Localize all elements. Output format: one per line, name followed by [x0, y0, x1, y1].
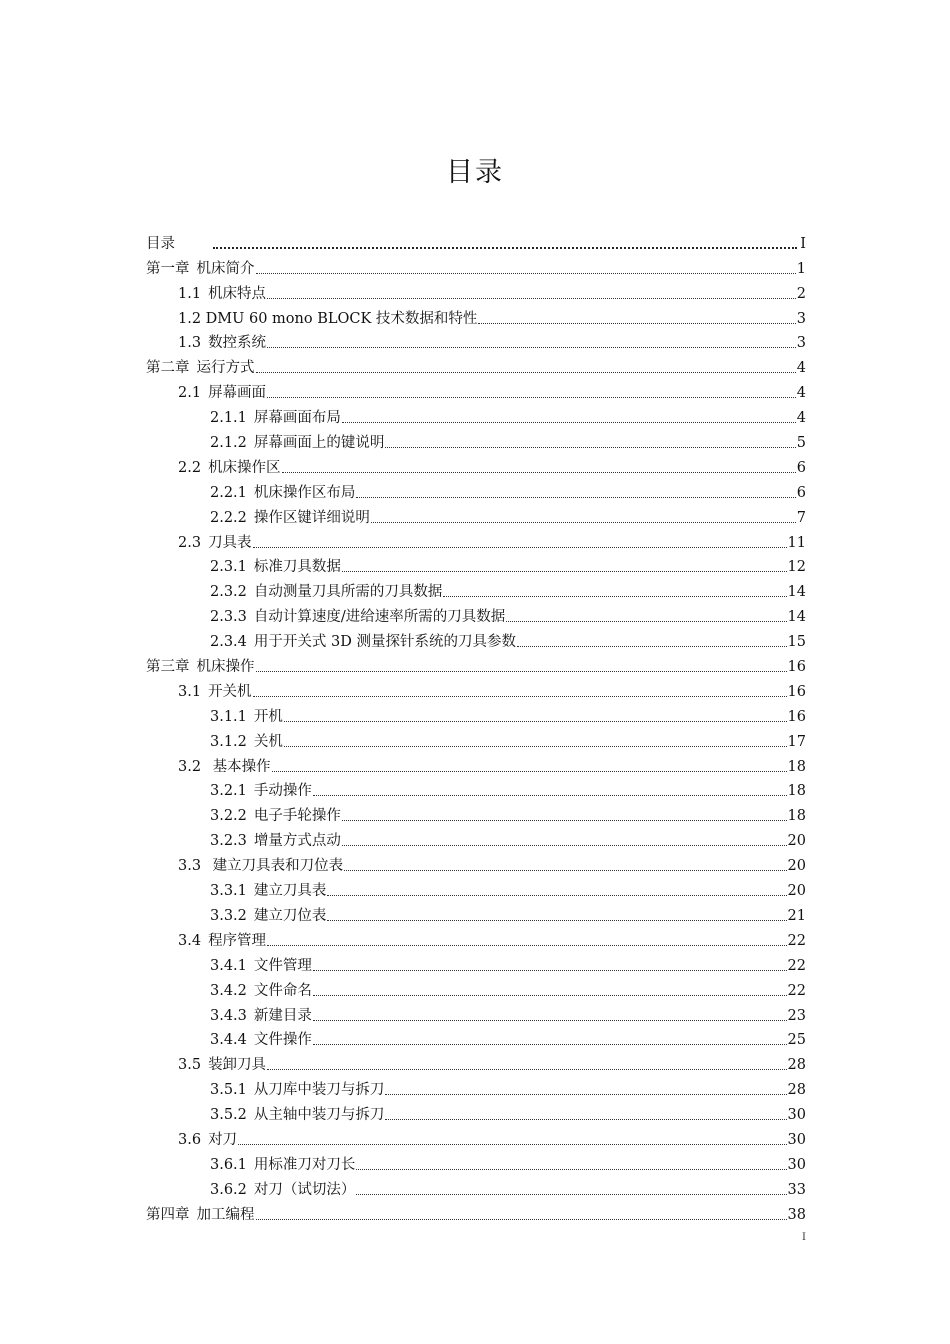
toc-entry-number: 3.2.3 [210, 833, 247, 850]
toc-entry-number: 3.3.2 [210, 907, 247, 924]
toc-entry-title: 对刀 [208, 1131, 238, 1148]
toc-entry-title: 新建目录 [253, 1007, 312, 1024]
toc-leader-dots [256, 273, 796, 274]
toc-entry-label [178, 310, 477, 328]
toc-entry-page: 22 [787, 982, 806, 999]
toc-leader-dots [478, 323, 795, 324]
toc-entry-title: 开关机 [208, 683, 252, 700]
toc-entry-label [210, 1156, 355, 1174]
toc-leader-dots [344, 870, 786, 871]
toc-entry-page: 21 [787, 907, 806, 924]
toc-entry-number: 2.3.4 [210, 634, 247, 651]
toc-leader-dots [356, 497, 795, 498]
toc-leader-dots [385, 447, 795, 448]
toc-leader-dots [284, 746, 787, 747]
toc-entry-label [210, 1181, 355, 1199]
toc-entry-label [210, 708, 283, 726]
toc-entry-title: 文件操作 [253, 1032, 312, 1049]
toc-entry-title: 增量方式点动 [253, 833, 341, 850]
toc-leader-dots [313, 995, 787, 996]
toc-entry-page: 11 [787, 534, 806, 551]
toc-entry-page: 20 [787, 858, 806, 875]
toc-entry[interactable] [146, 626, 806, 651]
toc-entry[interactable] [146, 850, 806, 875]
toc-entry-number: 3.1.2 [210, 733, 247, 750]
toc-leader-dots [282, 472, 796, 473]
toc-entry-page: 38 [787, 1206, 806, 1223]
toc-entry-title: 机床特点 [208, 285, 267, 302]
toc-entry[interactable] [146, 502, 806, 527]
toc-entry[interactable] [146, 552, 806, 577]
toc-leader-dots [267, 298, 796, 299]
toc-leader-dots [342, 571, 787, 572]
toc-leader-dots [356, 1194, 786, 1195]
toc-entry[interactable] [146, 1049, 806, 1074]
toc-entry-label [210, 509, 370, 527]
toc-entry-label [146, 1206, 255, 1224]
toc-entry-number: 3.6.1 [210, 1156, 247, 1173]
toc-entry[interactable] [146, 576, 806, 601]
toc-leader-dots [385, 1094, 786, 1095]
toc-entry-title: 加工编程 [196, 1206, 255, 1223]
toc-entry[interactable] [146, 228, 806, 253]
toc-leader-dots [327, 895, 786, 896]
toc-entry-number: 3.2.2 [210, 808, 247, 825]
toc-entry[interactable] [146, 1000, 806, 1025]
toc-entry[interactable] [146, 726, 806, 751]
toc-entry[interactable] [146, 1025, 806, 1050]
toc-entry-page: 2 [796, 285, 806, 302]
toc-leader-dots [256, 1219, 787, 1220]
toc-entry-title: 机床操作区 [208, 459, 281, 476]
toc-entry-title: 数控系统 [208, 335, 267, 352]
toc-leader-dots [267, 347, 796, 348]
toc-entry-page: 6 [796, 484, 806, 501]
toc-entry[interactable] [146, 427, 806, 452]
toc-entry-number: 3.2 [178, 758, 202, 775]
toc-entry-label [178, 334, 266, 352]
toc-entry-page: 17 [787, 733, 806, 750]
toc-leader-dots [443, 596, 786, 597]
toc-entry-label [146, 235, 175, 253]
toc-entry-label [178, 534, 252, 552]
toc-entry-page: 28 [787, 1082, 806, 1099]
toc-entry-number: 3.5.1 [210, 1082, 247, 1099]
toc-leader-dots [267, 1069, 786, 1070]
toc-entry-page: 22 [787, 957, 806, 974]
toc-entry-page: 14 [787, 584, 806, 601]
toc-leader-dots [253, 696, 787, 697]
toc-leader-dots [356, 1169, 786, 1170]
toc-entry[interactable] [146, 676, 806, 701]
toc-entry-label [210, 583, 442, 601]
toc-entry[interactable] [146, 477, 806, 502]
toc-entry-page: 4 [796, 385, 806, 402]
toc-entry-title: 手动操作 [253, 783, 312, 800]
toc-entry-number: 3.5.2 [210, 1107, 247, 1124]
toc-entry-number: 2.3.2 [210, 584, 247, 601]
toc-entry-title: 装卸刀具 [208, 1057, 267, 1074]
toc-entry-number: 第四章 [146, 1206, 190, 1223]
toc-entry-number: 2.3 [178, 534, 202, 551]
toc-entry-label [146, 260, 255, 278]
toc-entry-title: 电子手轮操作 [253, 808, 341, 825]
toc-entry-number: 3.4.1 [210, 957, 247, 974]
toc-entry-label [210, 832, 341, 850]
toc-leader-dots [327, 920, 786, 921]
toc-leader-dots [342, 820, 787, 821]
toc-entry[interactable] [146, 278, 806, 303]
toc-entry-page: 16 [787, 708, 806, 725]
toc-entry[interactable] [146, 377, 806, 402]
toc-entry-number: 2.2 [178, 459, 202, 476]
toc-leader-dots [313, 1020, 787, 1021]
toc-entry-title: 运行方式 [196, 360, 255, 377]
toc-entry[interactable] [146, 975, 806, 1000]
toc-entry[interactable] [146, 776, 806, 801]
toc-entry[interactable] [146, 825, 806, 850]
toc-entry-number: 3.4.4 [210, 1032, 247, 1049]
toc-leader-dots [313, 970, 787, 971]
toc-entry-page: 3 [796, 310, 806, 327]
toc-entry-page: 12 [787, 559, 806, 576]
toc-entry-title: 机床简介 [196, 260, 255, 277]
toc-entry[interactable] [146, 452, 806, 477]
toc-leader-dots [253, 547, 787, 548]
toc-leader-dots [342, 845, 787, 846]
toc-entry-label [210, 1106, 384, 1124]
toc-entry-label [178, 683, 252, 701]
toc-entry[interactable] [146, 601, 806, 626]
page-title: 目录 [446, 157, 504, 188]
toc-entry-title: 用标准刀对刀长 [253, 1156, 356, 1173]
page-number: I [802, 1232, 806, 1243]
toc-entry[interactable] [146, 900, 806, 925]
toc-entry-label [178, 1131, 237, 1149]
toc-leader-dots [385, 1119, 786, 1120]
toc-entry-label [178, 1056, 266, 1074]
toc-entry[interactable] [146, 701, 806, 726]
toc-entry-title: 刀具表 [208, 534, 252, 551]
toc-entry[interactable] [146, 1199, 806, 1224]
toc-entry-title: 目录 [146, 235, 175, 252]
toc-entry-label [210, 907, 326, 925]
toc-entry[interactable] [146, 1174, 806, 1199]
toc-entry-page: 28 [787, 1057, 806, 1074]
toc-entry-label [210, 409, 341, 427]
toc-entry-page: 6 [796, 459, 806, 476]
toc-leader-dots [267, 945, 786, 946]
toc-entry-label [178, 285, 266, 303]
toc-leader-dots [342, 422, 796, 423]
toc-entry-label [210, 957, 312, 975]
toc-entry-label [178, 384, 266, 402]
toc-entry[interactable] [146, 1124, 806, 1149]
toc-entry-page: 14 [787, 609, 806, 626]
toc-entry-label [210, 782, 312, 800]
table-of-contents [146, 228, 806, 1224]
toc-entry-page: 18 [787, 783, 806, 800]
toc-leader-dots [213, 247, 797, 249]
toc-entry-title: 屏幕画面 [208, 385, 267, 402]
toc-entry-page: 20 [787, 883, 806, 900]
toc-entry-page: 23 [787, 1007, 806, 1024]
toc-leader-dots [284, 721, 787, 722]
toc-entry-number: 3.4.3 [210, 1007, 247, 1024]
toc-entry-label [178, 857, 343, 875]
toc-entry-number: 1.1 [178, 285, 202, 302]
toc-leader-dots [256, 671, 787, 672]
toc-entry[interactable] [146, 875, 806, 900]
toc-entry-title: 标准刀具数据 [253, 559, 341, 576]
toc-entry-number: 2.3.1 [210, 559, 247, 576]
toc-entry-number: 3.4.2 [210, 982, 247, 999]
toc-entry-label [210, 1007, 312, 1025]
toc-entry-label [178, 758, 271, 776]
toc-entry-number: 3.1 [178, 683, 202, 700]
toc-entry-title: 开机 [253, 708, 283, 725]
toc-entry-number: 2.2.1 [210, 484, 247, 501]
toc-leader-dots [313, 1044, 787, 1045]
toc-entry-number: 第一章 [146, 260, 190, 277]
toc-entry-page: 7 [796, 509, 806, 526]
toc-entry[interactable] [146, 1074, 806, 1099]
toc-entry-page: 16 [787, 683, 806, 700]
toc-entry-number: 3.6.2 [210, 1181, 247, 1198]
toc-entry-title: 屏幕画面布局 [253, 410, 341, 427]
toc-entry-page: 20 [787, 833, 806, 850]
toc-entry-label [146, 658, 255, 676]
toc-entry[interactable] [146, 651, 806, 676]
toc-leader-dots [371, 522, 796, 523]
toc-entry-page: 25 [787, 1032, 806, 1049]
toc-leader-dots [506, 621, 786, 622]
toc-entry-label [210, 558, 341, 576]
toc-entry-number: 2.1.1 [210, 410, 247, 427]
toc-entry[interactable] [146, 925, 806, 950]
toc-entry-number: 3.1.1 [210, 708, 247, 725]
toc-entry-page: 15 [787, 634, 806, 651]
toc-entry-title: DMU 60 mono BLOCK 技术数据和特性 [205, 310, 478, 327]
toc-entry-title: 从主轴中装刀与拆刀 [253, 1107, 385, 1124]
toc-entry-label [210, 807, 341, 825]
toc-entry-number: 1.3 [178, 335, 202, 352]
toc-entry-page: 5 [796, 435, 806, 452]
toc-entry-number: 3.5 [178, 1057, 202, 1074]
toc-entry-title: 文件管理 [253, 957, 312, 974]
toc-entry[interactable] [146, 303, 806, 328]
toc-entry-number: 3.2.1 [210, 783, 247, 800]
toc-entry-number: 第二章 [146, 360, 190, 377]
toc-entry-label [210, 1081, 384, 1099]
toc-entry-page: 33 [787, 1181, 806, 1198]
toc-entry-page: 4 [796, 360, 806, 377]
toc-entry[interactable] [146, 751, 806, 776]
toc-entry-title: 建立刀具表 [253, 883, 327, 900]
toc-entry-page: 18 [787, 808, 806, 825]
toc-entry[interactable] [146, 950, 806, 975]
toc-entry-label [178, 932, 266, 950]
toc-entry[interactable] [146, 527, 806, 552]
toc-entry-label [178, 459, 281, 477]
toc-entry-page: 18 [787, 758, 806, 775]
toc-entry-label [210, 733, 283, 751]
toc-entry-title: 关机 [253, 733, 283, 750]
toc-entry-title: 文件命名 [253, 982, 312, 999]
toc-entry-label [210, 982, 312, 1000]
toc-entry-title: 屏幕画面上的键说明 [253, 435, 385, 452]
toc-entry-label [210, 484, 355, 502]
toc-entry[interactable] [146, 352, 806, 377]
toc-entry-label [146, 359, 255, 377]
toc-entry-number: 3.3 [178, 858, 202, 875]
toc-entry-title: 机床操作区布局 [253, 484, 356, 501]
toc-entry-page: I [800, 235, 806, 252]
toc-entry[interactable] [146, 328, 806, 353]
toc-leader-dots [238, 1144, 786, 1145]
toc-entry-title: 对刀（试切法） [253, 1181, 356, 1198]
toc-entry-page: 4 [796, 410, 806, 427]
toc-entry-title: 机床操作 [196, 659, 255, 676]
toc-entry-title: 自动计算速度/进给速率所需的刀具数据 [253, 609, 506, 626]
toc-entry-label [210, 1031, 312, 1049]
toc-entry-title: 用于开关式 3D 测量探针系统的刀具参数 [253, 634, 516, 651]
toc-entry-number: 3.4 [178, 932, 202, 949]
toc-entry-page: 16 [787, 659, 806, 676]
toc-entry-title: 建立刀位表 [253, 907, 327, 924]
toc-entry-page: 3 [796, 335, 806, 352]
toc-entry[interactable] [146, 800, 806, 825]
toc-entry-title: 建立刀具表和刀位表 [208, 858, 344, 875]
toc-entry-number: 第三章 [146, 659, 190, 676]
toc-entry-number: 2.2.2 [210, 509, 247, 526]
toc-entry-page: 30 [787, 1107, 806, 1124]
toc-leader-dots [267, 397, 796, 398]
toc-leader-dots [517, 646, 787, 647]
toc-leader-dots [256, 372, 796, 373]
toc-entry[interactable] [146, 1099, 806, 1124]
toc-entry-title: 从刀库中装刀与拆刀 [253, 1082, 385, 1099]
toc-leader-dots [313, 795, 787, 796]
toc-entry[interactable] [146, 1149, 806, 1174]
toc-entry-title: 程序管理 [208, 932, 267, 949]
toc-entry-label [210, 434, 384, 452]
toc-entry-title: 操作区键详细说明 [253, 509, 370, 526]
toc-entry-page: 30 [787, 1131, 806, 1148]
toc-entry-title: 自动测量刀具所需的刀具数据 [253, 584, 443, 601]
toc-entry-number: 2.3.3 [210, 609, 247, 626]
toc-entry-number: 2.1.2 [210, 435, 247, 452]
toc-entry-page: 1 [796, 260, 806, 277]
toc-entry-number: 1.2 [178, 310, 202, 327]
toc-leader-dots [272, 771, 787, 772]
toc-entry-label [210, 633, 516, 651]
toc-entry[interactable] [146, 253, 806, 278]
toc-entry-number: 3.6 [178, 1131, 202, 1148]
toc-entry-label [210, 882, 326, 900]
toc-entry-label [210, 608, 505, 626]
toc-entry-number: 3.3.1 [210, 883, 247, 900]
toc-entry[interactable] [146, 402, 806, 427]
toc-entry-title: 基本操作 [208, 758, 271, 775]
toc-entry-number: 2.1 [178, 385, 202, 402]
toc-entry-page: 30 [787, 1156, 806, 1173]
toc-entry-page: 22 [787, 932, 806, 949]
